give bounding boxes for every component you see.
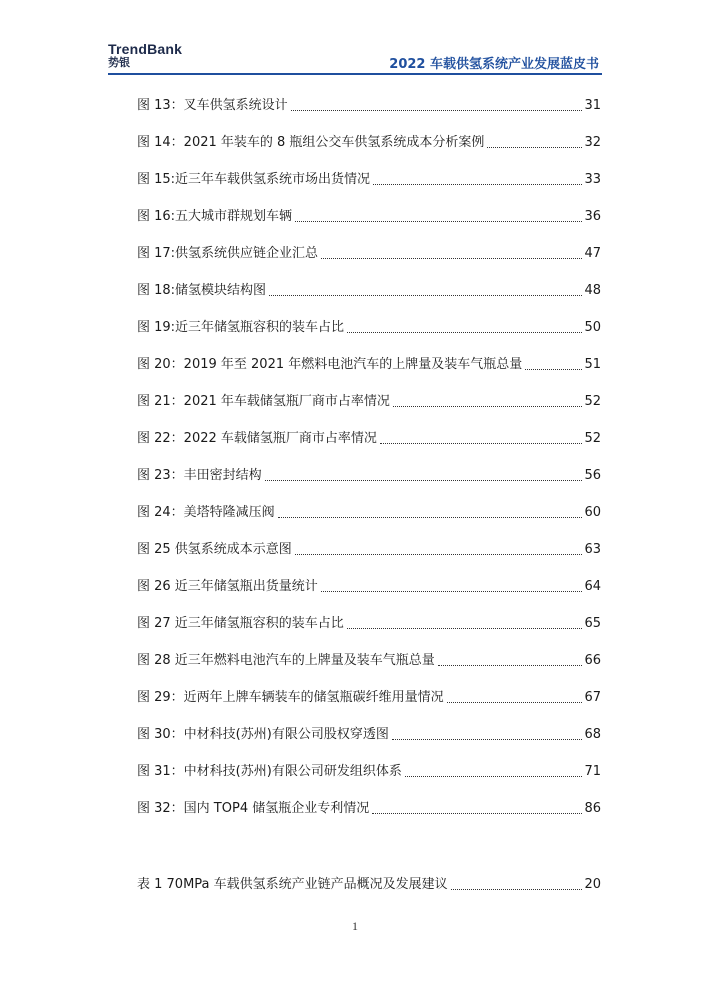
toc-leader-dots [269, 277, 582, 296]
toc-entry-label: 图 22：2022 车载储氢瓶厂商市占率情况 [137, 431, 377, 446]
toc-entry-label: 图 29：近两年上牌车辆装车的储氢瓶碳纤维用量情况 [137, 690, 444, 705]
toc-leader-dots [380, 425, 583, 444]
toc-leader-dots [347, 314, 582, 333]
toc-entry-page: 50 [584, 320, 601, 335]
toc-entry-figure-16[interactable] [137, 206, 601, 226]
toc-entry-label: 图 21：2021 年车载储氢瓶厂商市占率情况 [137, 394, 390, 409]
toc-entry-label: 图 28 近三年燃料电池汽车的上牌量及装车气瓶总量 [137, 653, 435, 668]
toc-entry-label: 图 31：中材科技(苏州)有限公司研发组织体系 [137, 764, 402, 779]
toc-entry-figure-24[interactable] [137, 502, 601, 522]
toc-entry-label: 图 16:五大城市群规划车辆 [137, 209, 293, 224]
toc-entry-label: 图 13：叉车供氢系统设计 [137, 98, 288, 113]
toc-leader-dots [393, 388, 583, 407]
toc-entry-page: 66 [584, 653, 601, 668]
toc-entry-label: 图 17:供氢系统供应链企业汇总 [137, 246, 319, 261]
header-divider [108, 73, 602, 75]
toc-entry-page: 33 [584, 172, 601, 187]
toc-entry-figure-19[interactable] [137, 317, 601, 337]
toc-entry-label: 表 1 70MPa 车载供氢系统产业链产品概况及发展建议 [137, 877, 448, 892]
toc-entry-figure-23[interactable] [137, 465, 601, 485]
toc-entry-figure-30[interactable] [137, 724, 601, 744]
toc-leader-dots [321, 240, 582, 259]
toc-entry-label: 图 19:近三年储氢瓶容积的装车占比 [137, 320, 345, 335]
toc-entry-label: 图 32：国内 TOP4 储氢瓶企业专利情况 [137, 801, 370, 816]
logo-chinese-name: 势银 [108, 56, 130, 69]
toc-entry-page: 65 [584, 616, 601, 631]
toc-leader-dots [392, 721, 583, 740]
toc-leader-dots [265, 462, 583, 481]
toc-entry-page: 48 [584, 283, 601, 298]
toc-entry-page: 52 [584, 394, 601, 409]
toc-entry-figure-21[interactable] [137, 391, 601, 411]
toc-entry-table-1[interactable] [137, 874, 601, 894]
toc-leader-dots [291, 92, 583, 111]
toc-entry-label: 图 30：中材科技(苏州)有限公司股权穿透图 [137, 727, 389, 742]
toc-entry-page: 86 [584, 801, 601, 816]
toc-entry-figure-28[interactable] [137, 650, 601, 670]
toc-leader-dots [372, 795, 582, 814]
toc-entry-label: 图 24：美塔特隆减压阀 [137, 505, 275, 520]
toc-leader-dots [321, 573, 583, 592]
toc-entry-figure-17[interactable] [137, 243, 601, 263]
toc-entry-page: 63 [584, 542, 601, 557]
toc-leader-dots [295, 203, 582, 222]
page-header [0, 0, 710, 80]
toc-entry-page: 60 [584, 505, 601, 520]
toc-leader-dots [278, 499, 583, 518]
toc-entry-label: 图 23：丰田密封结构 [137, 468, 262, 483]
toc-entry-page: 47 [584, 246, 601, 261]
toc-entry-figure-20[interactable] [137, 354, 601, 374]
toc-leader-dots [347, 610, 583, 629]
toc-leader-dots [451, 871, 583, 890]
toc-entry-page: 31 [584, 98, 601, 113]
toc-entry-label: 图 25 供氢系统成本示意图 [137, 542, 292, 557]
toc-entry-page: 67 [584, 690, 601, 705]
toc-entry-page: 64 [584, 579, 601, 594]
toc-entry-figure-14[interactable] [137, 132, 601, 152]
toc-entry-label: 图 20：2019 年至 2021 年燃料电池汽车的上牌量及装车气瓶总量 [137, 357, 523, 372]
toc-entry-page: 36 [584, 209, 601, 224]
toc-entry-figure-27[interactable] [137, 613, 601, 633]
trendbank-logo [108, 42, 182, 69]
toc-entry-page: 51 [584, 357, 601, 372]
toc-leader-dots [487, 129, 582, 148]
toc-entry-label: 图 15:近三年车载供氢系统市场出货情况 [137, 172, 371, 187]
toc-entry-label: 图 27 近三年储氢瓶容积的装车占比 [137, 616, 344, 631]
toc-entry-label: 图 14：2021 年装车的 8 瓶组公交车供氢系统成本分析案例 [137, 135, 485, 150]
toc-entry-page: 71 [584, 764, 601, 779]
toc-leader-dots [295, 536, 583, 555]
toc-entry-page: 52 [584, 431, 601, 446]
toc-entry-figure-31[interactable] [137, 761, 601, 781]
toc-entry-figure-26[interactable] [137, 576, 601, 596]
toc-entry-label: 图 26 近三年储氢瓶出货量统计 [137, 579, 318, 594]
toc-entry-figure-15[interactable] [137, 169, 601, 189]
toc-leader-dots [525, 351, 582, 370]
logo-wordmark: TrendBank [108, 41, 183, 57]
toc-entry-figure-13[interactable] [137, 95, 601, 115]
toc-leader-dots [447, 684, 583, 703]
toc-leader-dots [405, 758, 583, 777]
document-title: 2022 车载供氢系统产业发展蓝皮书 [389, 57, 599, 72]
toc-entry-figure-22[interactable] [137, 428, 601, 448]
toc-entry-figure-18[interactable] [137, 280, 601, 300]
toc-entry-figure-25[interactable] [137, 539, 601, 559]
toc-entry-page: 32 [584, 135, 601, 150]
toc-entry-page: 56 [584, 468, 601, 483]
toc-entry-page: 68 [584, 727, 601, 742]
toc-entry-label: 图 18:储氢模块结构图 [137, 283, 267, 298]
page-number: 1 [352, 919, 358, 933]
toc-entry-figure-29[interactable] [137, 687, 601, 707]
toc-leader-dots [373, 166, 582, 185]
toc-leader-dots [438, 647, 583, 666]
toc-entry-figure-32[interactable] [137, 798, 601, 818]
toc-entry-page: 20 [584, 877, 601, 892]
